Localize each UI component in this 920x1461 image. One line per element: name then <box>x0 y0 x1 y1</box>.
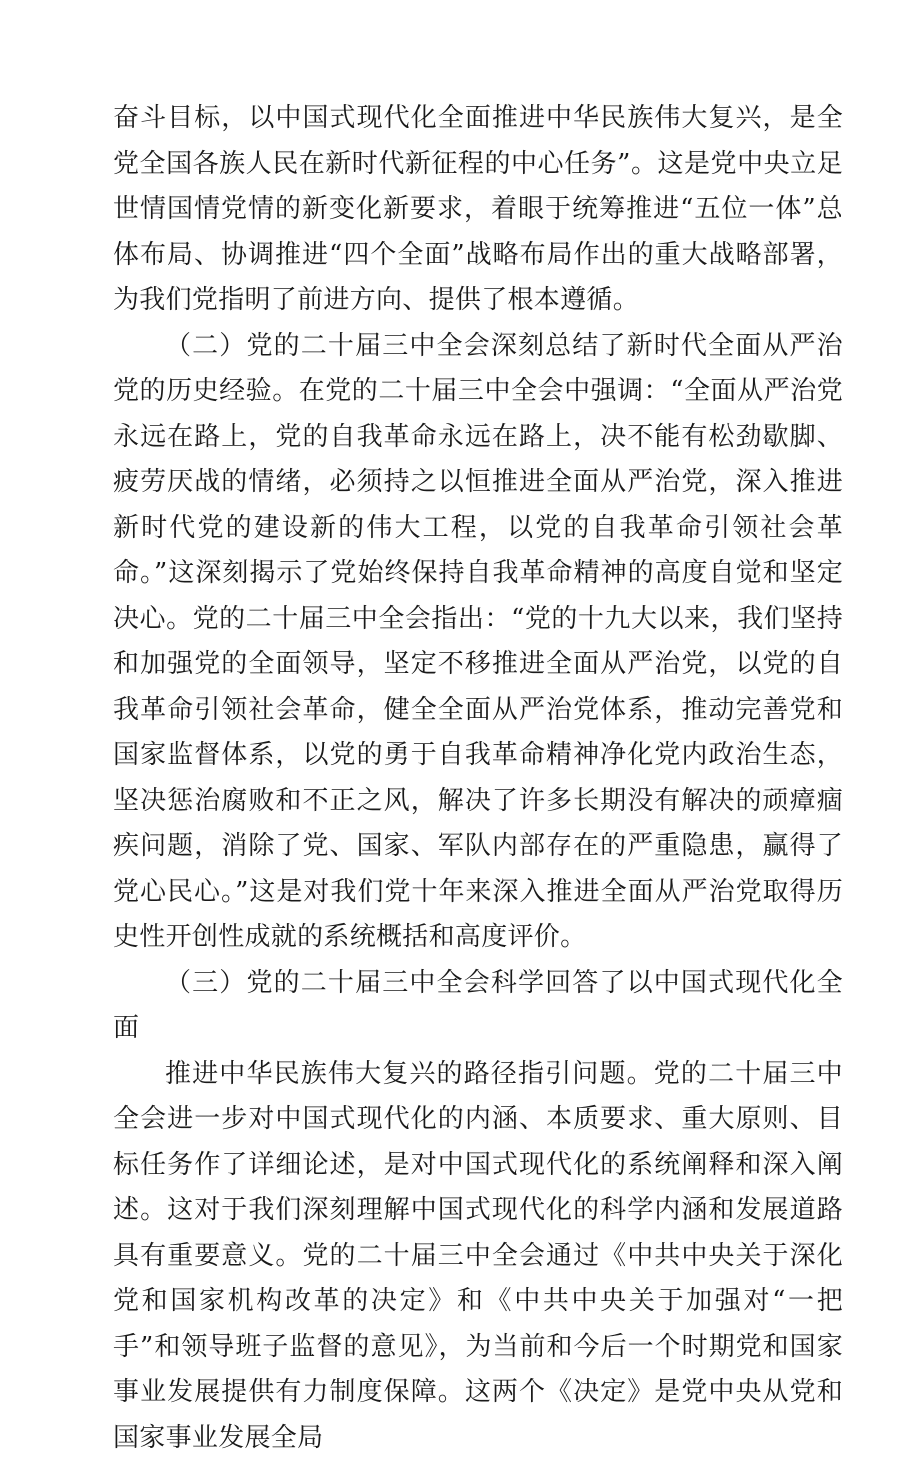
paragraph-2: （二）党的二十届三中全会深刻总结了新时代全面从严治党的历史经验。在党的二十届三中全会中强调：“全面从严治党永远在路上，党的自我革命永远在路上，决不能有松劲歇脚、疲劳厌战的情绪，必须持之以恒推进全面从严治党，深入推进新时代党的建设新的伟大工程，以党的自我革命引领社会革命。”这深刻揭示了党始终保持自我革命精神的高度自觉和坚定决心。党的二十届三中全会指出：“党的十九大以来，我们坚持和加强党的全面领导，坚定不移推进全面从严治党，以党的自我革命引领社会革命，健全全面从严治党体系，推动完善党和国家监督体系，以党的勇于自我革命精神净化党内政治生态，坚决惩治腐败和不正之风，解决了许多长期没有解决的顽瘴痼疾问题，消除了党、国家、军队内部存在的严重隐患，赢得了党心民心。”这是对我们党十年来深入推进全面从严治党取得历史性开创性成就的系统概括和高度评价。 <box>113 324 843 961</box>
paragraph-4: 推进中华民族伟大复兴的路径指引问题。党的二十届三中全会进一步对中国式现代化的内涵、本质要求、重大原则、目标任务作了详细论述，是对中国式现代化的系统阐释和深入阐述。这对于我们深刻理解中国式现代化的科学内涵和发展道路具有重要意义。党的二十届三中全会通过《中共中央关于深化党和国家机构改革的决定》和《中共中央关于加强对“一把手”和领导班子监督的意见》，为当前和今后一个时期党和国家事业发展提供有力制度保障。这两个《决定》是党中央从党和国家事业发展全局 <box>113 1052 843 1461</box>
paragraph-3-heading: （三）党的二十届三中全会科学回答了以中国式现代化全面 <box>113 961 843 1052</box>
document-body <box>113 96 843 1461</box>
paragraph-1: 奋斗目标，以中国式现代化全面推进中华民族伟大复兴，是全党全国各族人民在新时代新征程的中心任务”。这是党中央立足世情国情党情的新变化新要求，着眼于统筹推进“五位一体”总体布局、协调推进“四个全面”战略布局作出的重大战略部署，为我们党指明了前进方向、提供了根本遵循。 <box>113 96 843 324</box>
